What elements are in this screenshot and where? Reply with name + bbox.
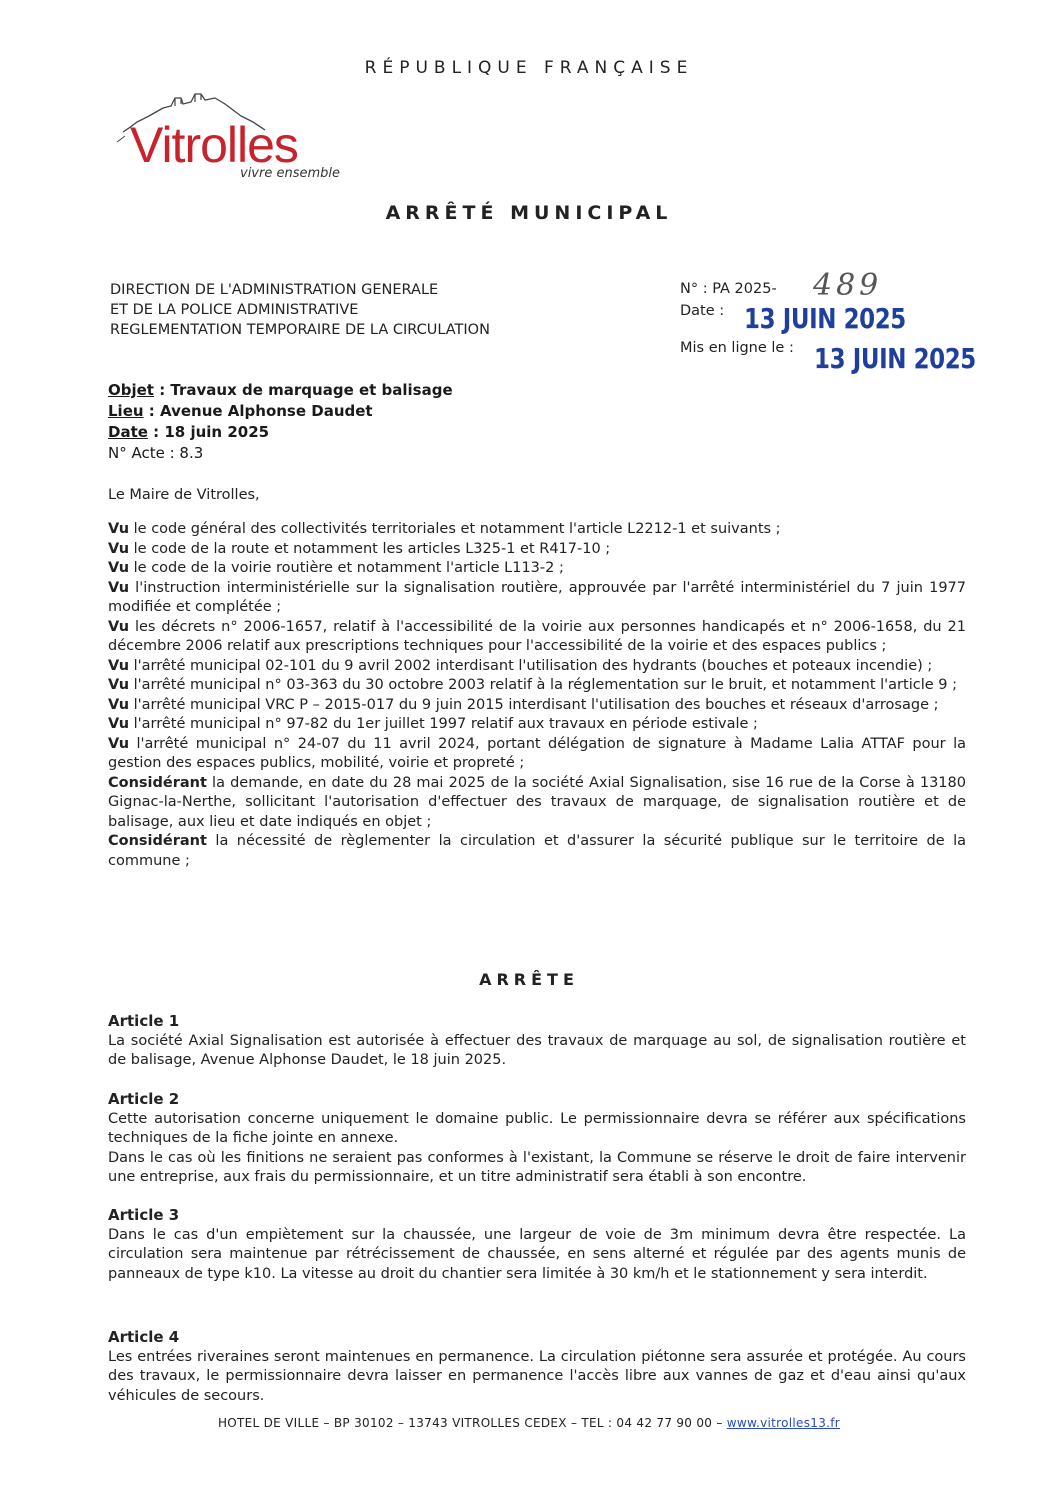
visa-item: Vu l'instruction interministérielle sur la signalisation routière, approuvée par l'arrêté interministériel du 7 juin 1977 modifiée et complétée ; (108, 579, 966, 615)
acte-number: N° Acte : 8.3 (108, 444, 204, 462)
visa-item: Vu l'arrêté municipal VRC P – 2015-017 du 9 juin 2015 interdisant l'utilisation des bouches et réseaux d'arrosage ; (108, 696, 939, 713)
article-title: Article 1 (108, 1012, 180, 1030)
republique-francaise-heading: RÉPUBLIQUE FRANÇAISE (364, 58, 694, 78)
arrete-heading: ARRÊTE (479, 970, 579, 989)
article-2 (108, 1090, 966, 1188)
objet-block (108, 380, 453, 464)
article-paragraph: La société Axial Signalisation est autorisée à effectuer des travaux de marquage au sol, de signalisation routière et de balisage, Avenue Alphonse Daudet, le 18 juin 2025. (108, 1032, 966, 1068)
article-4 (108, 1328, 966, 1406)
intro: Le Maire de Vitrolles, (108, 487, 260, 503)
visa-item: Considérant la nécessité de règlementer la circulation et d'assurer la sécurité publique sur le territoire de la commune ; (108, 833, 966, 869)
visa-item: Vu l'arrêté municipal n° 03-363 du 30 octobre 2003 relatif à la réglementation sur le bruit, et notamment l'article 9 ; (108, 677, 957, 693)
article-3 (108, 1206, 966, 1284)
visa-item: Vu les décrets n° 2006-1657, relatif à l'accessibilité de la voirie aux personnes handicapés et n° 2006-1658, du 21 décembre 2006 relatif aux prescriptions techniques pour l'accessibilité de la voirie et des espaces publics ; (108, 618, 966, 654)
visa-item: Vu le code général des collectivités territoriales et notamment l'article L2212-1 et suivants ; (108, 521, 781, 537)
visa-item: Vu le code de la voirie routière et notamment l'article L113-2 ; (108, 560, 564, 576)
article-1 (108, 1012, 966, 1071)
direction-block (110, 280, 490, 340)
handwritten-number: 489 (813, 268, 883, 303)
article-title: Article 3 (108, 1206, 180, 1224)
article-paragraph: Les entrées riveraines seront maintenues en permanence. La circulation piétonne sera assurée et protégée. Au cours des travaux, le permissionnaire devra laisser en permanence l'accès libre aux vannes de gaz et d'eau ainsi qu'aux véhicules de secours. (108, 1348, 966, 1404)
direction-line: DIRECTION DE L'ADMINISTRATION GENERALE (110, 282, 439, 298)
visas-list (108, 520, 966, 871)
logo-wordmark: Vitrolles (130, 117, 298, 173)
online-label: Mis en ligne le : (680, 340, 794, 356)
date-stamp: 13 JUIN 2025 (744, 302, 906, 335)
logo-tagline: vivre ensemble (240, 166, 341, 181)
date-label: Date (108, 423, 148, 441)
visa-item: Vu l'arrêté municipal n° 97-82 du 1er juillet 1997 relatif aux travaux en période estivale ; (108, 716, 758, 732)
article-paragraph: Cette autorisation concerne uniquement le domaine public. Le permissionnaire devra se référer aux spécifications techniques de la fiche jointe en annexe. (108, 1110, 966, 1146)
visa-item: Considérant la demande, en date du 28 mai 2025 de la société Axial Signalisation, sise 16 rue de la Corse à 13180 Gignac-la-Nerthe, sollicitant l'autorisation d'effectuer des travaux de marquage, de signalisation routière et de balisage, aux lieu et date indiqués en objet ; (108, 774, 966, 830)
visa-item: Vu l'arrêté municipal n° 24-07 du 11 avril 2024, portant délégation de signature à Madame Lalia ATTAF pour la gestion des espaces publics, mobilité, voirie et propreté ; (108, 735, 966, 771)
number-label: N° : PA 2025- (680, 281, 777, 297)
visa-item: Vu l'arrêté municipal 02-101 du 9 avril 2002 interdisant l'utilisation des hydrants (bouches et poteaux incendie) ; (108, 657, 933, 674)
visa-item: Vu le code de la route et notamment les articles L325-1 et R417-10 ; (108, 540, 611, 557)
direction-line: REGLEMENTATION TEMPORAIRE DE LA CIRCULATION (110, 322, 490, 338)
document-title: ARRÊTÉ MUNICIPAL (385, 202, 673, 224)
footer (0, 1416, 1058, 1430)
objet-label: Objet (108, 381, 154, 399)
lieu-value: : Avenue Alphonse Daudet (143, 402, 373, 420)
objet-value: : Travaux de marquage et balisage (153, 381, 453, 399)
date-label: Date : (680, 303, 725, 319)
article-title: Article 4 (108, 1328, 180, 1346)
lieu-label: Lieu (108, 402, 144, 420)
article-paragraph: Dans le cas d'un empiètement sur la chaussée, une largeur de voie de 3m minimum devra être respectée. La circulation sera maintenue par rétrécissement de chaussée, en sens alterné et régulée par des agents munis de panneaux de type k10. La vitesse au droit du chantier sera limitée à 30 km/h et le stationnement y sera interdit. (108, 1226, 966, 1282)
article-paragraph: Dans le cas où les finitions ne seraient pas conformes à l'existant, la Commune se réserve le droit de faire intervenir une entreprise, aux frais du permissionnaire, et un titre administratif sera établi à son encontre. (108, 1149, 966, 1185)
direction-line: ET DE LA POLICE ADMINISTRATIVE (110, 302, 359, 318)
date-value: : 18 juin 2025 (147, 423, 270, 441)
footer-website-link[interactable]: www.vitrolles13.fr (726, 1416, 841, 1430)
footer-address: HOTEL DE VILLE – BP 30102 – 13743 VITROLLES CEDEX – TEL : 04 42 77 90 00 – (217, 1416, 727, 1430)
online-date-stamp: 13 JUIN 2025 (814, 342, 976, 375)
article-title: Article 2 (108, 1090, 180, 1108)
